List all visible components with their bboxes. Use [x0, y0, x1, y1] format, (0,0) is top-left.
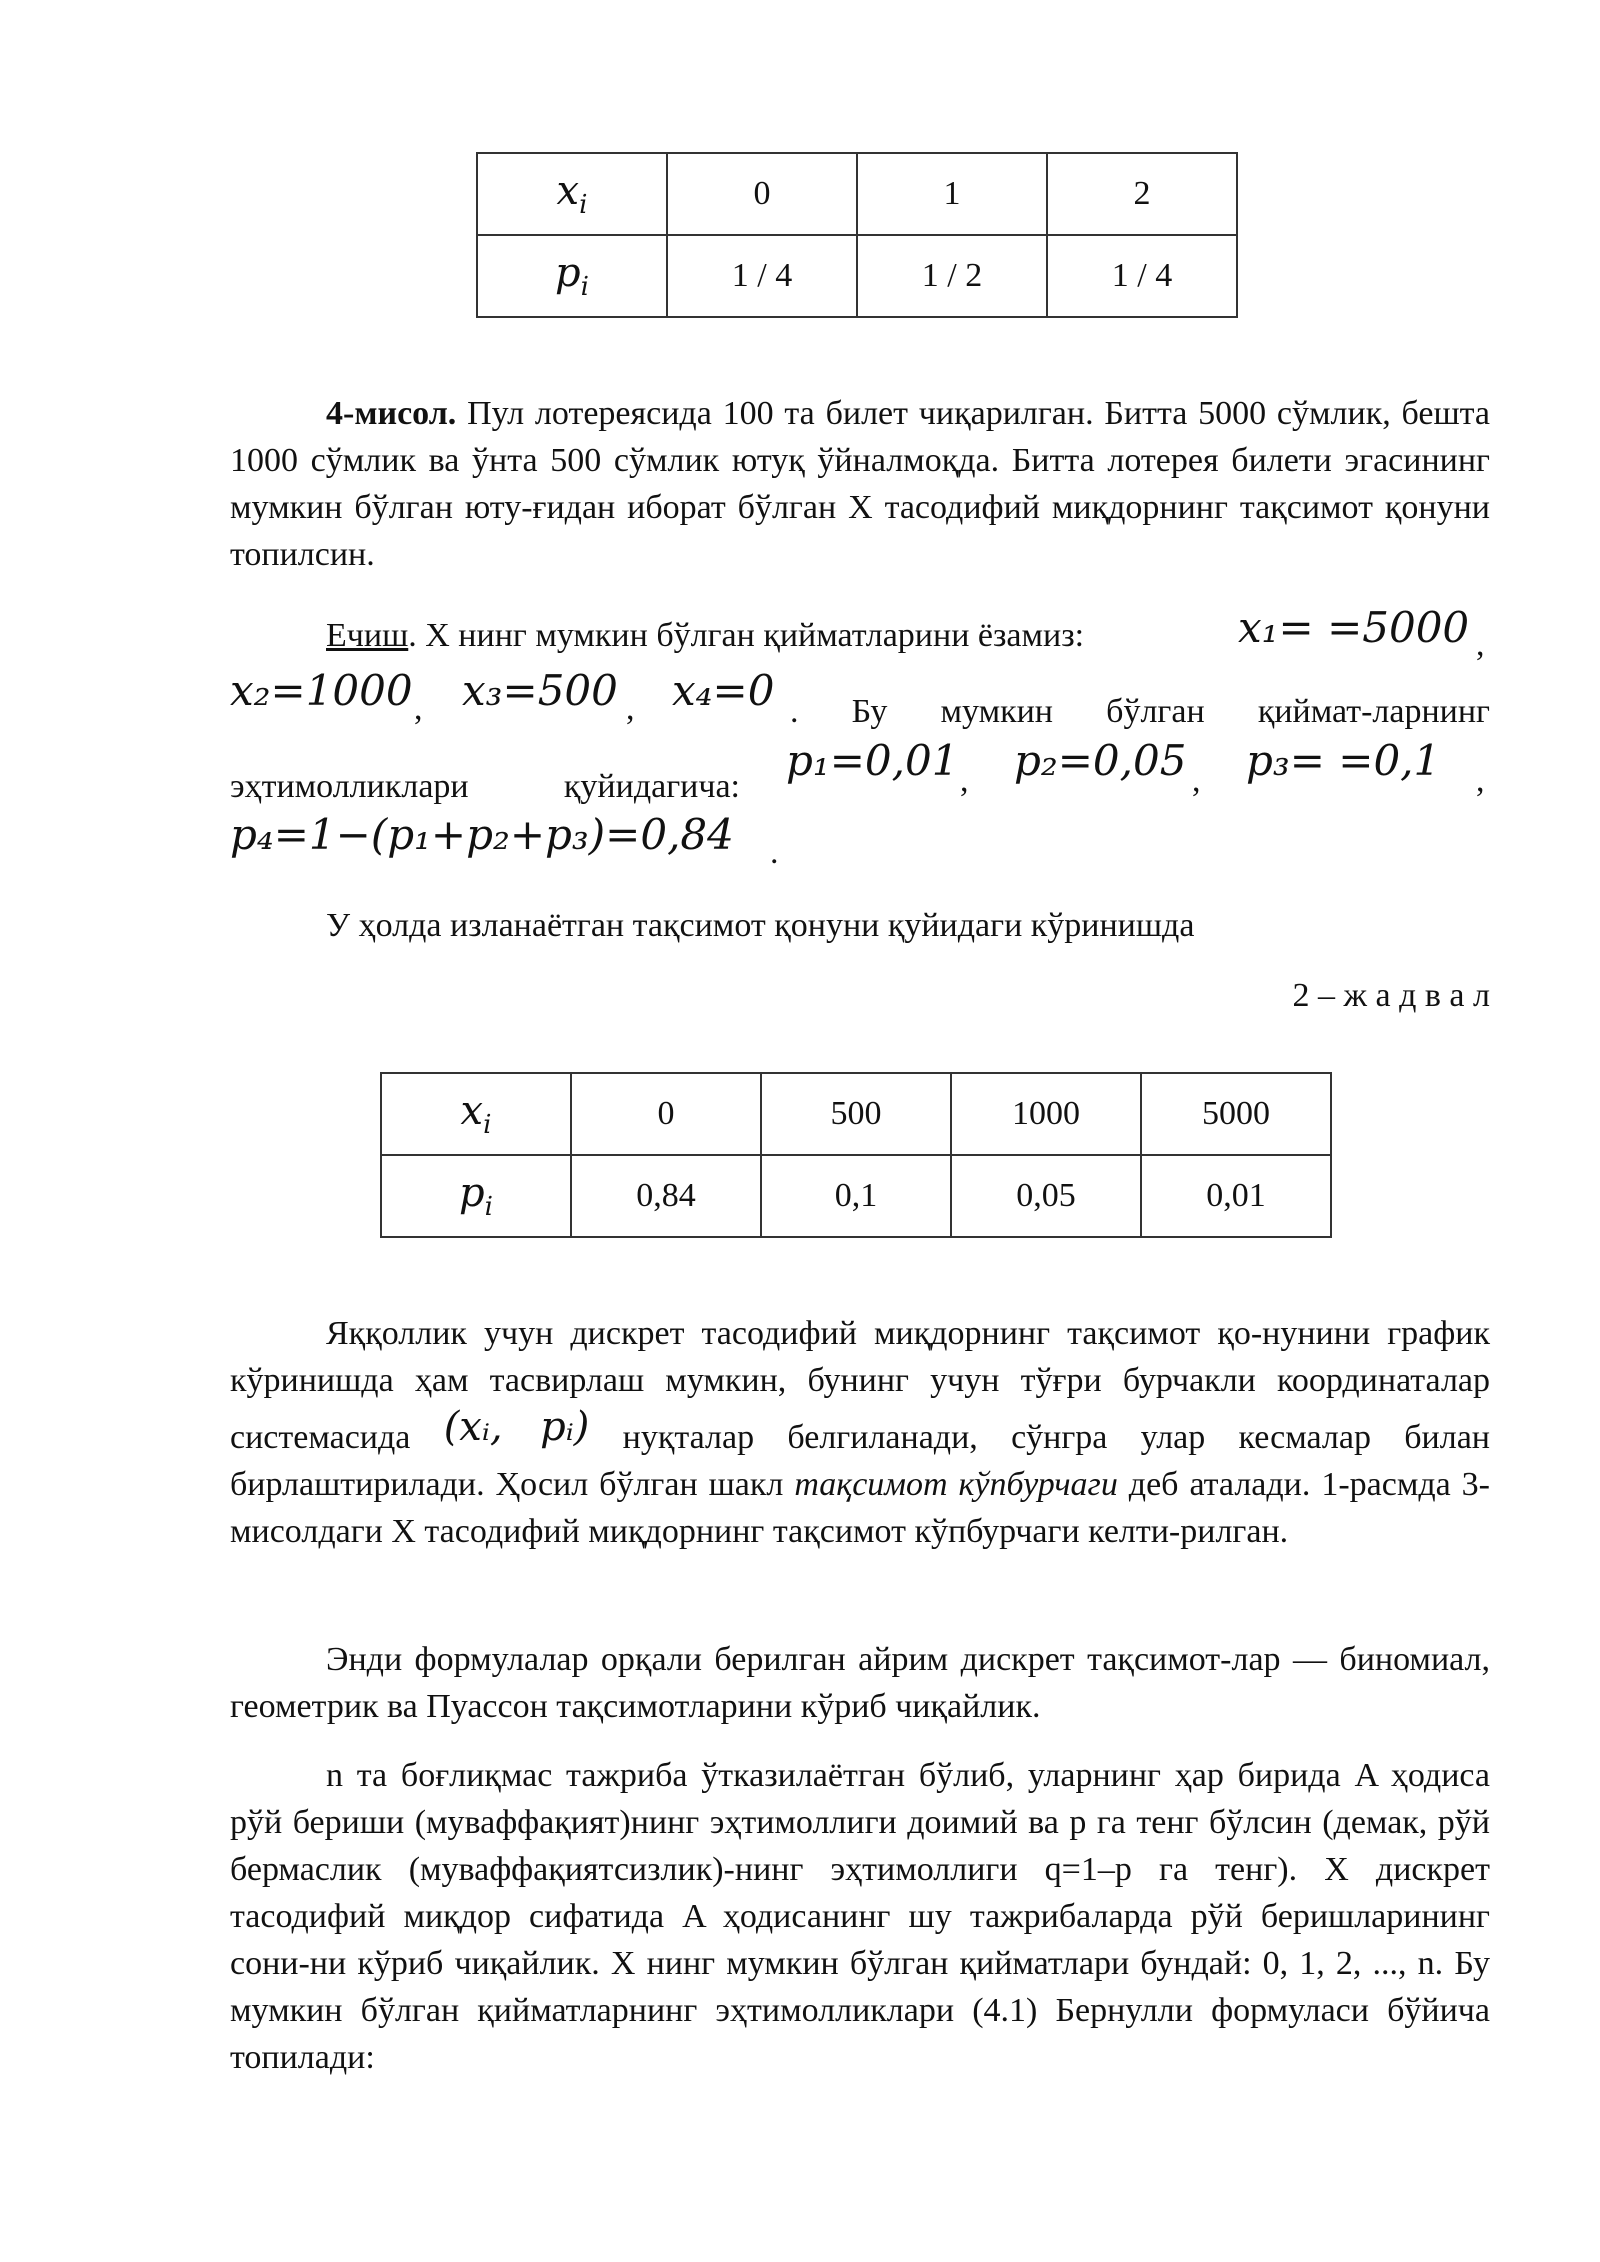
- table-row-p: [381, 1155, 1331, 1237]
- table-header-x: $x_i$: [381, 1073, 571, 1155]
- example-text: Пул лотереясида 100 та билет чиқарилган. Битта 5000 сўмлик, бешта 1000 сўмлик ва ўнта 500 сўмлик ютуқ ўйналмоқда. Битта лотерея билети эгасининг мумкин бўлган юту-ғидан иборат бўлган X тасодифий миқдорнинг тақсимот қонуни топилсин.: [230, 395, 1491, 573]
- table-header-p: $p_i$: [381, 1155, 571, 1237]
- comma: ,: [1476, 626, 1485, 663]
- table-cell: 0: [667, 153, 857, 235]
- table-header-p: $p_i$: [477, 235, 667, 317]
- solution-text-1: . X нинг мумкин бўлган қийматларини ёзамиз:: [408, 617, 1085, 654]
- table-cell: 1000: [951, 1073, 1141, 1155]
- polygon-term: тақсимот кўпбурчаги: [794, 1466, 1118, 1503]
- example-4-paragraph: [230, 390, 1490, 578]
- formula-p4: p₄=1−(p₁+p₂+p₃)=0,84: [230, 810, 734, 859]
- formula-x4: x₄=0: [672, 666, 775, 715]
- comma: ,: [1476, 762, 1485, 799]
- formula-p3: p₃= =0,1: [1246, 736, 1441, 785]
- table-cell: 0,1: [761, 1155, 951, 1237]
- table-caption: 2 – ж а д в а л: [1292, 977, 1490, 1014]
- table-cell: 1 / 4: [667, 235, 857, 317]
- table-cell: 2: [1047, 153, 1237, 235]
- table-row-x: [381, 1073, 1331, 1155]
- table-cell: 0,05: [951, 1155, 1141, 1237]
- formula-point: (xᵢ, pᵢ): [443, 1404, 590, 1450]
- table-cell: 0,01: [1141, 1155, 1331, 1237]
- table-cell: 5000: [1141, 1073, 1331, 1155]
- formula-p2: p₂=0,05: [1014, 736, 1187, 785]
- solution-text-2: . Бу мумкин бўлган қиймат-ларнинг: [790, 693, 1490, 730]
- table-cell: 1 / 4: [1047, 235, 1237, 317]
- formulas-paragraph: Энди формулалар орқали берилган айрим дискрет тақсимот-лар — биномиал, геометрик ва Пуассон тақсимотларини кўриб чиқайлик.: [230, 1641, 1490, 1725]
- polygon-paragraph: [230, 1310, 1490, 1555]
- table-cell: 0: [571, 1073, 761, 1155]
- table-row-x: [477, 153, 1237, 235]
- polygon-text-1: Яққоллик учун дискрет тасодифий миқдорнинг тақсимот қо-нунини график кўринишда ҳам тасвирлаш мумкин, бунинг учун тўғри бурчакли координаталар системасида: [230, 1315, 1490, 1456]
- comma: ,: [960, 762, 969, 799]
- example-label: 4-мисол.: [326, 395, 457, 432]
- law-paragraph: У ҳолда изланаётган тақсимот қонуни қуйидаги кўринишда: [326, 907, 1195, 944]
- table-cell: 500: [761, 1073, 951, 1155]
- period: .: [770, 834, 779, 871]
- solution-label: Ечиш: [326, 617, 409, 654]
- table-cell: 1 / 2: [857, 235, 1047, 317]
- distribution-table-2: [380, 1072, 1332, 1238]
- table-header-x: $x_i$: [477, 153, 667, 235]
- polygon-text-2: нуқталар белгиланади, сўнгра улар кесмалар билан бирлаштирилади. Ҳосил бўлган шакл: [230, 1419, 1491, 1503]
- formula-x2: x₂=1000: [230, 666, 413, 715]
- comma: ,: [1192, 762, 1201, 799]
- formula-x1: x₁= =5000: [1238, 603, 1470, 652]
- comma: ,: [626, 690, 635, 727]
- formula-x3: x₃=500: [462, 666, 618, 715]
- polygon-text-3: деб аталади. 1-расмда 3-мисолдаги X тасодифий миқдорнинг тақсимот кўпбурчаги келти-рилган.: [230, 1466, 1491, 1550]
- formula-p1: p₁=0,01: [786, 736, 959, 785]
- table-cell: 0,84: [571, 1155, 761, 1237]
- bernoulli-paragraph: n та боғлиқмас тажриба ўтказилаётган бўлиб, уларнинг ҳар бирида A ҳодиса рўй бериши (муваффақият)нинг эҳтимоллиги доимий ва p га тенг бўлсин (демак, рўй бермаслик (муваффақиятсизлик)-нинг эҳтимоллиги q=1–p га тенг). X дискрет тасодифий миқдор сифатида A ҳодисанинг шу тажрибаларда рўй беришларининг сони-ни кўриб чиқайлик. X нинг мумкин бўлган қийматлари бундай: 0, 1, 2, ..., n. Бу мумкин бўлган қийматларнинг эҳтимолликлари (4.1) Бернулли формуласи бўйича топилади:: [230, 1757, 1490, 2076]
- comma: ,: [414, 690, 423, 727]
- solution-text-3: эҳтимолликлари қуйидагича:: [230, 768, 740, 805]
- table-row-p: [477, 235, 1237, 317]
- table-cell: 1: [857, 153, 1047, 235]
- distribution-table-1: [476, 152, 1238, 318]
